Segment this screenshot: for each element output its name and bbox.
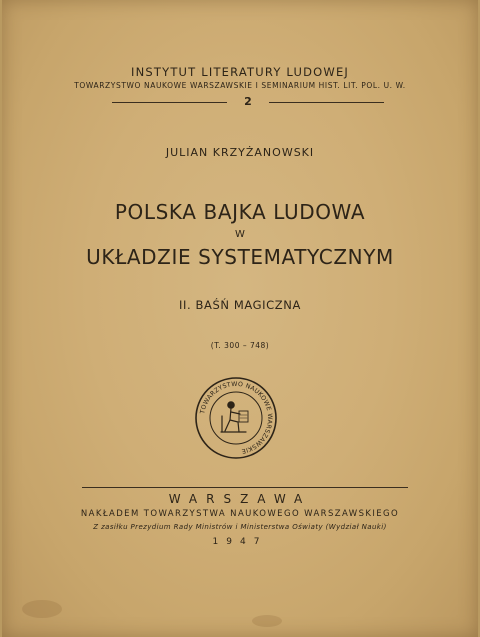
type-range: (T. 300 – 748) (210, 341, 270, 350)
title-line-1: POLSKA BAJKA LUDOWA (114, 200, 366, 224)
publication-year: 1947 (212, 537, 268, 547)
volume-subtitle: II. BAŚŃ MAGICZNA (179, 298, 301, 312)
series-number-row (112, 95, 384, 109)
author-name: JULIAN KRZYŻANOWSKI (165, 146, 315, 159)
publication-city: WARSZAWA (168, 492, 312, 506)
society-name: TOWARZYSTWO NAUKOWE WARSZAWSKIE I SEMINARIUM HIST. LIT. POL. U. W. (74, 81, 406, 90)
divider (269, 102, 384, 103)
title-line-2: UKŁADZIE SYSTEMATYCZNYM (86, 245, 394, 269)
paper-stain (252, 615, 282, 627)
paper-stain (22, 600, 62, 618)
publisher-name: NAKŁADEM TOWARZYSTWA NAUKOWEGO WARSZAWSKIEGO (80, 509, 400, 519)
seal-inscription: TOWARZYSTWO NAUKOWE WARSZAWSKIE (199, 380, 274, 455)
divider (82, 487, 408, 488)
series-number: 2 (244, 95, 252, 108)
society-seal-icon (194, 376, 278, 460)
institute-name: INSTYTUT LITERATURY LUDOWEJ (130, 65, 350, 79)
title-connector: W (235, 229, 245, 240)
funding-note: Z zasiłku Prezydium Rady Ministrów i Ministerstwa Oświaty (Wydział Nauki) (93, 523, 387, 531)
book-cover (2, 0, 478, 637)
